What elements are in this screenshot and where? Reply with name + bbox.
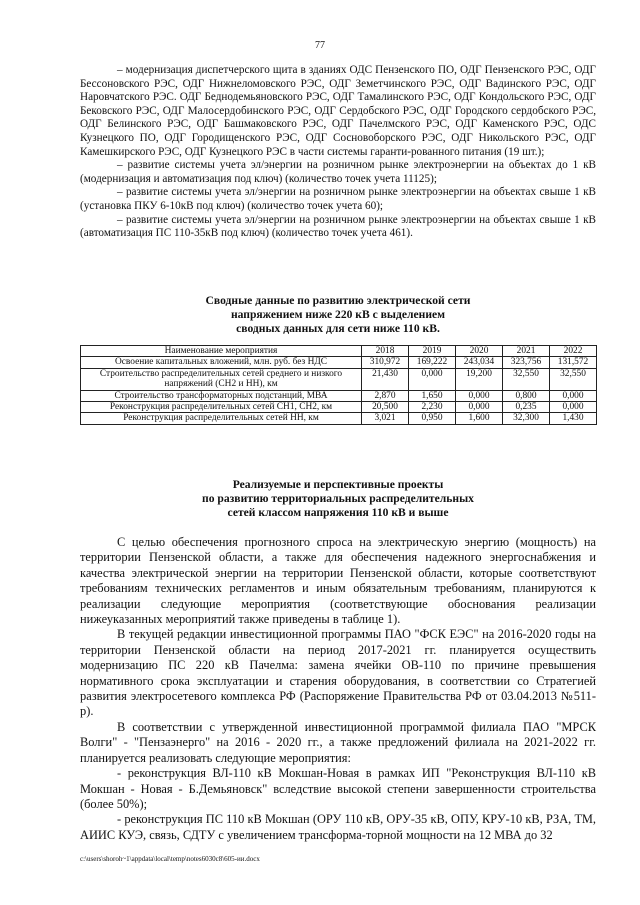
table-cell: 1,650 [409, 390, 456, 401]
table-cell: 1,600 [456, 413, 503, 424]
table-cell: 3,021 [362, 413, 409, 424]
section-title [80, 478, 596, 521]
table-row [81, 357, 597, 368]
header-cell: 2018 [362, 346, 409, 357]
footer-file-path: c:\users\shoroh~1\appdata\local\temp\notes6030c8\605-ии.docx [80, 855, 260, 863]
table-cell: 0,800 [503, 390, 550, 401]
table-cell: 32,550 [550, 368, 597, 390]
paragraph: – развитие системы учета эл/энергии на розничном рынке электроэнергии на объектах до 1 кВ (модернизация и автоматизация под ключ) (количество точек учета 11125); [80, 159, 596, 185]
table-cell: 0,000 [456, 390, 503, 401]
top-text-block [80, 64, 596, 241]
table-cell: 19,200 [456, 368, 503, 390]
summary-table [80, 345, 597, 425]
header-cell: Наименование мероприятия [81, 346, 362, 357]
paragraph: - реконструкция ВЛ-110 кВ Мокшан-Новая в рамках ИП "Реконструкция ВЛ-110 кВ Мокшан - Новая - Б.Демьяновск" вследствие высокой степени завершенности строительства (более 50%); [80, 766, 596, 811]
table-cell: 20,500 [362, 402, 409, 413]
table-cell: 32,550 [503, 368, 550, 390]
table-row [81, 402, 597, 413]
header-cell: 2022 [550, 346, 597, 357]
table-cell: Строительство распределительных сетей среднего и низкого напряжений (СН2 и НН), км [81, 368, 362, 390]
paragraph: В соответствии с утвержденной инвестиционной программой филиала ПАО "МРСК Волги" - "Пензаэнерго" на 2016 - 2020 гг., а также предложений филиала на 2021-2022 гг. планируется реализовать следующие мероприятия: [80, 719, 596, 765]
table-cell: 0,000 [409, 368, 456, 390]
table-cell: 21,430 [362, 368, 409, 390]
paragraph: - реконструкция ПС 110 кВ Мокшан (ОРУ 110 кВ, ОРУ-35 кВ, ОПУ, КРУ-10 кВ, РЗА, ТМ, АИИС КУЭ, связь, СДТУ с увеличением трансформа-торной мощности на 12 МВА до 32 [80, 812, 596, 842]
table-cell: 0,000 [550, 390, 597, 401]
table-row [81, 390, 597, 401]
table-cell: 1,430 [550, 413, 597, 424]
table-cell: 32,300 [503, 413, 550, 424]
body-text-block [80, 535, 596, 843]
table-title-line: сводных данных для сети ниже 110 кВ. [236, 322, 440, 336]
header-cell: 2020 [456, 346, 503, 357]
header-cell: 2019 [409, 346, 456, 357]
table-title [80, 294, 596, 337]
section-title-line: Реализуемые и перспективные проекты [232, 478, 444, 491]
table-cell: 2,870 [362, 390, 409, 401]
table-cell: 243,034 [456, 357, 503, 368]
section-title-line: по развитию территориальных распределительных [202, 492, 474, 506]
paragraph: В текущей редакции инвестиционной программы ПАО "ФСК ЕЭС" на 2016-2020 годы на территории Пензенской области на период 2017-2021 гг. планируется осуществить модернизацию ПС 220 кВ Пачелма: замена ячейки ОВ-110 по причине превышения нормативного срока эксплуатации и старения оборудования, в соответствии со Стратегией развития электросетевого комплекса РФ (Распоряжение Правительства РФ от 03.04.2013 №511-р). [80, 627, 596, 719]
table-cell: Строительство трансформаторных подстанций, МВА [81, 390, 362, 401]
table-cell: 131,572 [550, 357, 597, 368]
table-cell: 2,230 [409, 402, 456, 413]
table-header-row [81, 346, 597, 357]
paragraph: – развитие системы учета эл/энергии на розничном рынке электроэнергии на объектах свыше 1 кВ (автоматизация ПС 110-35кВ под ключ) (количество точек учета 461). [80, 213, 596, 240]
table-cell: 0,950 [409, 413, 456, 424]
table-cell: Реконструкция распределительных сетей НН, км [81, 413, 362, 424]
paragraph: – развитие системы учета эл/энергии на розничном рынке электроэнергии на объектах свыше 1 кВ (установка ПКУ 6-10кВ под ключ) (количество точек учета 60); [80, 186, 596, 212]
table-row [81, 413, 597, 424]
table-cell: 0,000 [550, 402, 597, 413]
paragraph: С целью обеспечения прогнозного спроса на электрическую энергию (мощность) на территории Пензенской области, а также для обеспечения надежного энергоснабжения и качества электрической энергии на территории Пензенской области, которые соответствуют требованиям технических регламентов и иным обязательным требованиям, планируются к реализации следующие мероприятия (соответствующие обоснования реализации нижеуказанных мероприятий также приведены в таблице 1). [80, 535, 596, 627]
table-cell: Реконструкция распределительных сетей СН1, СН2, км [81, 402, 362, 413]
table-cell: Освоение капитальных вложений, млн. руб. без НДС [81, 357, 362, 368]
section-title-line: сетей классом напряжения 110 кВ и выше [227, 506, 449, 520]
table-cell: 169,222 [409, 357, 456, 368]
paragraph: – модернизация диспетчерского щита в зданиях ОДС Пензенского ПО, ОДГ Пензенского РЭС, ОДГ Бессоновского РЭС, ОДГ Нижнеломовского РЭС, ОДГ Земетчинского РЭС, ОДГ Вадинского РЭС, ОДГ Наровчатского РЭС. ОДГ Беднодемьяновского РЭС, ОДГ Тамалинского РЭС, ОДГ Кондольского РЭС, ОДГ Бековского РЭС, ОДГ Малосердобинского РЭС, ОДГ Сердобского РЭС, ОДГ Городского сердобского РЭС, ОДГ Белинского РЭС, ОДГ Башмаковского РЭС, ОДГ Пачелмского РЭС, ОДГ Каменского РЭС, ОДС Кузнецкого ПО, ОДГ Городищенского РЭС, ОДГ Сосновоборского РЭС, ОДГ Никольского РЭС, ОДГ Камешкирского РЭС, ОДГ Кузнецкого РЭС в части системы гаранти-рованного питания (19 шт.); [80, 64, 596, 158]
table-title-line: напряжением ниже 220 кВ с выделением [230, 308, 446, 322]
table-cell: 323,756 [503, 357, 550, 368]
table-row [81, 368, 597, 390]
table-cell: 0,000 [456, 402, 503, 413]
table-cell: 310,972 [362, 357, 409, 368]
table-cell: 0,235 [503, 402, 550, 413]
page-number: 77 [315, 40, 325, 51]
header-cell: 2021 [503, 346, 550, 357]
table-title-line: Сводные данные по развитию электрической сети [205, 294, 471, 307]
